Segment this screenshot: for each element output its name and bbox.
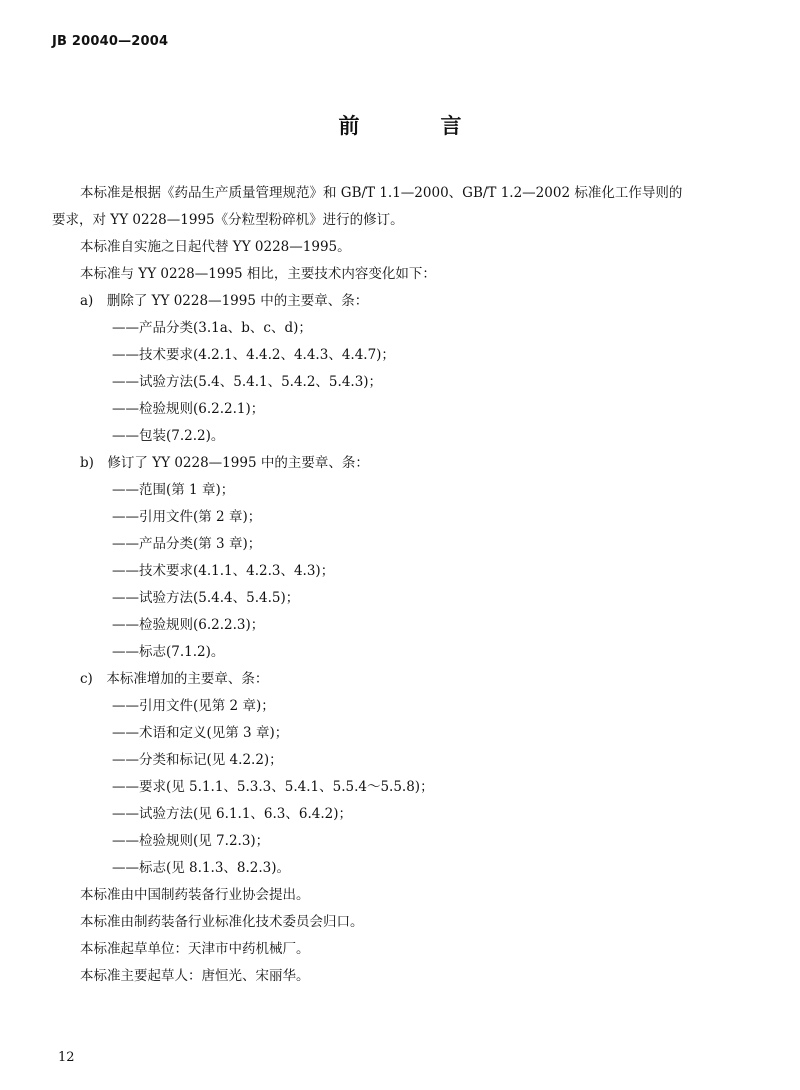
document-body <box>52 180 752 990</box>
paragraph-line: 本标准由制药装备行业标准化技术委员会归口。 <box>80 914 364 930</box>
list-item: ——要求(见 5.1.1、5.3.3、5.4.1、5.5.4～5.5.8)； <box>112 779 434 795</box>
list-item: ——标志(见 8.1.3、8.2.3)。 <box>112 860 291 876</box>
list-label-c: c) 本标准增加的主要章、条： <box>80 671 269 687</box>
list-item: ——产品分类(3.1a、b、c、d)； <box>112 320 312 336</box>
paragraph-line: 要求，对 YY 0228—1995《分粒型粉碎机》进行的修订。 <box>52 212 404 228</box>
list-item: ——包装(7.2.2)。 <box>112 428 225 444</box>
list-item: ——分类和标记(见 4.2.2)； <box>112 752 283 768</box>
paragraph-line: 本标准起草单位：天津市中药机械厂。 <box>80 941 310 957</box>
list-item: ——检验规则(见 7.2.3)； <box>112 833 270 849</box>
paragraph-line: 本标准由中国制药装备行业协会提出。 <box>80 887 310 903</box>
list-item: ——检验规则(6.2.2.3)； <box>112 617 265 633</box>
paragraph-line: 本标准主要起草人：唐恒光、宋丽华。 <box>80 968 310 984</box>
list-item: ——检验规则(6.2.2.1)； <box>112 401 265 417</box>
list-item: ——技术要求(4.2.1、4.4.2、4.4.3、4.4.7)； <box>112 347 395 363</box>
list-label-b: b) 修订了 YY 0228—1995 中的主要章、条： <box>80 455 369 471</box>
list-item: ——引用文件(见第 2 章)； <box>112 698 275 714</box>
list-item: ——产品分类(第 3 章)； <box>112 536 262 552</box>
list-item: ——技术要求(4.1.1、4.2.3、4.3)； <box>112 563 335 579</box>
page-title: 前 言 <box>338 114 492 138</box>
paragraph-line: 本标准与 YY 0228—1995 相比，主要技术内容变化如下： <box>80 266 436 282</box>
list-item: ——试验方法(5.4、5.4.1、5.4.2、5.4.3)； <box>112 374 383 390</box>
list-label-a: a) 删除了 YY 0228—1995 中的主要章、条： <box>80 293 369 309</box>
page-number: 12 <box>58 1050 75 1065</box>
list-item: ——试验方法(5.4.4、5.4.5)； <box>112 590 300 606</box>
list-item: ——标志(7.1.2)。 <box>112 644 225 660</box>
paragraph-line: 本标准自实施之日起代替 YY 0228—1995。 <box>80 239 351 255</box>
list-item: ——引用文件(第 2 章)； <box>112 509 262 525</box>
list-item: ——范围(第 1 章)； <box>112 482 235 498</box>
list-item: ——术语和定义(见第 3 章)； <box>112 725 289 741</box>
paragraph-line: 本标准是根据《药品生产质量管理规范》和 GB/T 1.1—2000、GB/T 1.2—2002 标准化工作导则的 <box>80 185 683 201</box>
standard-code-header: JB 20040—2004 <box>52 34 169 49</box>
list-item: ——试验方法(见 6.1.1、6.3、6.4.2)； <box>112 806 352 822</box>
